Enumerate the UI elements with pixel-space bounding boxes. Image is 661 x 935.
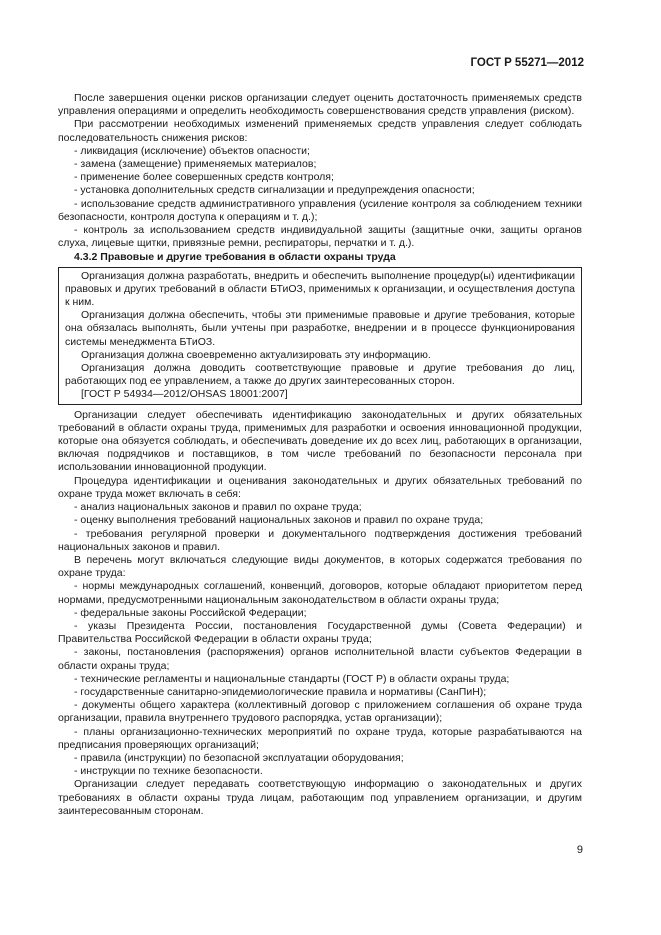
list-item: - применение более совершенных средств контроля;: [74, 171, 334, 184]
list-item: - законы, постановления (распоряжения) органов исполнительной власти субъектов Федерации в области охраны труда;: [58, 646, 582, 672]
document-code-header: ГОСТ Р 55271—2012: [470, 57, 584, 69]
section-heading: 4.3.2 Правовые и другие требования в области охраны труда: [74, 251, 396, 264]
risk-reduction-list: [58, 145, 582, 251]
box-paragraph: Организация должна доводить соответствующие правовые и другие требования до лиц, работающих под ее управлением, а также до других заинтересованных сторон.: [65, 362, 575, 388]
list-item: - требования регулярной проверки и документального подтверждения достижения требований национальных законов и правил.: [58, 527, 582, 553]
list-item: - замена (замещение) применяемых материалов;: [74, 158, 317, 171]
list-item: - установка дополнительных средств сигнализации и предупреждения опасности;: [74, 184, 475, 197]
list-item: - анализ национальных законов и правил по охране труда;: [74, 501, 362, 514]
list-item: - нормы международных соглашений, конвенций, договоров, которые обладают приоритетом перед нормами, предусмотренными национальным законодательством в области охраны труда;: [58, 580, 582, 606]
box-reference: [ГОСТ Р 54934—2012/OHSAS 18001:2007]: [81, 388, 288, 401]
list-item: - технические регламенты и национальные стандарты (ГОСТ Р) в области охраны труда;: [74, 672, 510, 685]
list-item: - ликвидация (исключение) объектов опасности;: [74, 144, 310, 157]
body-paragraph: Организации следует обеспечивать идентификацию законодательных и других обязательных требований в области охраны труда, применимых для разработки и освоения инновационной продукции, которые она обязуется соблюдать, и обеспечивать доведение их до всех лиц, работающих в организации, включая подрядчиков и поставщиков, в том числе требований по безопасности персонала при использовании инновационной продукции.: [58, 408, 582, 474]
list-item: - инструкции по технике безопасности.: [74, 765, 263, 778]
list-item: - планы организационно-технических мероприятий по охране труда, которые разрабатываются на предписания проверяющих организаций;: [58, 725, 582, 751]
procedure-list: [58, 501, 582, 554]
intro-paragraph: После завершения оценки рисков организации следует оценить достаточность применяемых средств управления операциями и определить необходимость совершенствования средств управления (риском).: [58, 92, 582, 118]
body-paragraph: Процедура идентификации и оценивания законодательных и других обязательных требований по охране труда может включать в себя:: [58, 474, 582, 500]
closing-paragraph: Организации следует передавать соответствующую информацию о законодательных и других требованиях в области охраны труда лицам, работающим под управлением организации, и другим заинтересованным сторонам.: [58, 778, 582, 817]
quoted-standard-box: [58, 267, 582, 405]
list-item: - государственные санитарно-эпидемиологические правила и нормативы (СанПиН);: [74, 685, 487, 698]
page-content: [58, 92, 582, 818]
intro-paragraph: При рассмотрении необходимых изменений применяемых средств управления следует соблюдать последовательность снижения рисков:: [58, 118, 582, 144]
page-number: 9: [576, 844, 583, 856]
documents-intro: В перечень могут включаться следующие виды документов, в которых содержатся требования по охране труда:: [58, 553, 582, 580]
list-item: - документы общего характера (коллективный договор с приложением соглашения об охране труда организации, правила внутреннего трудового распорядка, устав организации);: [58, 699, 582, 725]
box-paragraph: Организация должна обеспечить, чтобы эти применимые правовые и другие требования, которые она обязалась выполнять, были учтены при разработке, внедрении и в процессе функционирования системы менеджмента БТиОЗ.: [65, 309, 575, 348]
list-item: - федеральные законы Российской Федерации;: [74, 606, 307, 619]
documents-list: [58, 580, 582, 778]
list-item: - оценку выполнения требований национальных законов и правил по охране труда;: [74, 514, 484, 527]
list-item: - правила (инструкции) по безопасной эксплуатации оборудования;: [74, 751, 404, 764]
box-paragraph: Организация должна своевременно актуализировать эту информацию.: [81, 348, 431, 361]
list-item: - контроль за использованием средств индивидуальной защиты (защитные очки, защиты органов слуха, лицевые щитки, привязные ремни, респираторы, перчатки и т. д.).: [58, 224, 582, 250]
list-item: - использование средств административного управления (усиление контроля за соблюдением техники безопасности, контроля доступа к операциям и т. д.);: [58, 197, 582, 223]
list-item: - указы Президента России, постановления Государственной думы (Совета Федерации) и Правительства Российской Федерации в области охраны труда;: [58, 619, 582, 646]
box-paragraph: Организация должна разработать, внедрить и обеспечить выполнение процедур(ы) идентификации правовых и других требований в области БТиОЗ, применимых к организации, и осуществления доступа к ним.: [65, 269, 575, 309]
